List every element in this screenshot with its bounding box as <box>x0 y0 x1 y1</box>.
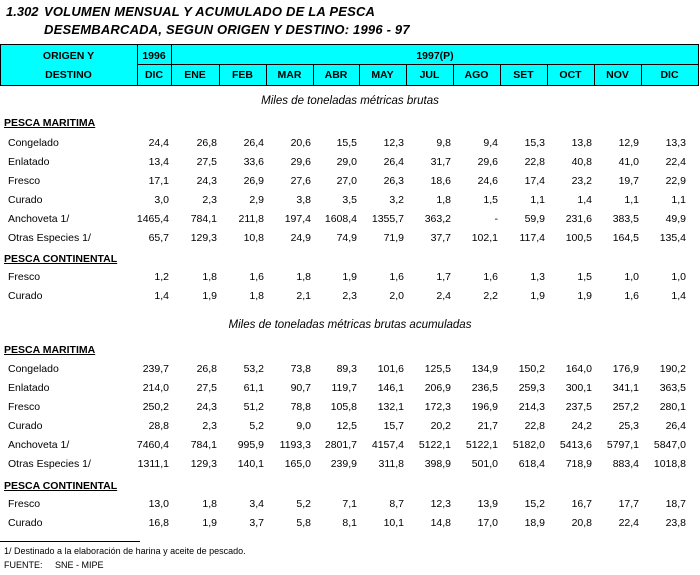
table-cell: 26,8 <box>196 363 217 375</box>
header-month-1996-dic: DIC <box>144 69 164 81</box>
table-cell: 1,6 <box>389 271 404 283</box>
table-cell: 1,6 <box>483 271 498 283</box>
table-title-line1: VOLUMEN MENSUAL Y ACUMULADO DE LA PESCA <box>44 4 376 19</box>
row-label: Anchoveta 1/ <box>8 213 70 225</box>
header-month-1997-feb: FEB <box>232 69 253 81</box>
header-origin-line1: ORIGEN Y <box>42 50 95 62</box>
table-row <box>0 401 700 420</box>
table-cell: 311,8 <box>378 458 404 470</box>
table-cell: 134,9 <box>471 363 498 375</box>
table-cell: 5,2 <box>296 498 311 510</box>
table-cell: 26,9 <box>243 175 264 187</box>
table-cell: 29,6 <box>290 156 311 168</box>
table-cell: 20,6 <box>290 137 311 149</box>
table-cell: 26,4 <box>665 420 686 432</box>
table-cell: 383,5 <box>612 213 639 225</box>
table-cell: 17,0 <box>477 517 498 529</box>
table-cell: 24,3 <box>196 175 217 187</box>
header-divider <box>137 64 699 65</box>
table-cell: 363,2 <box>424 213 451 225</box>
table-cell: 9,4 <box>483 137 498 149</box>
table-cell: 27,5 <box>196 156 217 168</box>
table-cell: 214,0 <box>142 382 169 394</box>
table-cell: 22,4 <box>618 517 639 529</box>
table-cell: 231,6 <box>565 213 592 225</box>
table-cell: 132,1 <box>377 401 404 413</box>
table-cell: 29,6 <box>477 156 498 168</box>
table-cell: 398,9 <box>424 458 451 470</box>
table-cell: 5797,1 <box>606 439 639 451</box>
row-label: Enlatado <box>8 382 50 394</box>
monthly-continental-title: PESCA CONTINENTAL <box>4 253 118 265</box>
table-row <box>0 290 700 309</box>
table-cell: 3,0 <box>154 194 169 206</box>
table-cell: 363,5 <box>659 382 686 394</box>
table-cell: 26,8 <box>196 137 217 149</box>
table-cell: 13,0 <box>148 498 169 510</box>
table-cell: 146,1 <box>377 382 404 394</box>
table-cell: 117,4 <box>519 232 545 244</box>
table-cell: 24,9 <box>290 232 311 244</box>
table-cell: 17,1 <box>148 175 169 187</box>
table-row <box>0 194 700 213</box>
table-cell: 5,2 <box>249 420 264 432</box>
table-cell: 2,0 <box>389 290 404 302</box>
table-cell: 236,5 <box>471 382 498 394</box>
table-cell: 2,9 <box>249 194 264 206</box>
table-cell: - <box>494 213 498 225</box>
header-month-1997-ago: AGO <box>464 69 489 81</box>
table-cell: 7460,4 <box>136 439 169 451</box>
table-cell: 3,4 <box>249 498 264 510</box>
table-cell: 1018,8 <box>653 458 686 470</box>
table-cell: 172,3 <box>424 401 451 413</box>
table-cell: 995,9 <box>237 439 264 451</box>
table-cell: 101,6 <box>377 363 404 375</box>
table-cell: 13,8 <box>571 137 592 149</box>
table-cell: 22,4 <box>665 156 686 168</box>
table-cell: 89,3 <box>336 363 357 375</box>
table-cell: 1,6 <box>624 290 639 302</box>
table-cell: 1,9 <box>342 271 357 283</box>
table-cell: 214,3 <box>518 401 545 413</box>
table-cell: 140,1 <box>237 458 264 470</box>
table-cell: 2,3 <box>202 194 217 206</box>
table-cell: 259,3 <box>518 382 545 394</box>
table-cell: 1,8 <box>436 194 451 206</box>
table-row <box>0 439 700 458</box>
table-cell: 2,3 <box>202 420 217 432</box>
table-cell: 1193,3 <box>279 439 311 451</box>
table-cell: 1,9 <box>530 290 545 302</box>
header-month-1997-ene: ENE <box>184 69 206 81</box>
table-cell: 1,2 <box>154 271 169 283</box>
table-cell: 5122,1 <box>418 439 451 451</box>
table-cell: 1,4 <box>577 194 592 206</box>
table-cell: 239,9 <box>330 458 357 470</box>
source-note: FUENTE: SNE - MIPE <box>4 560 104 570</box>
table-cell: 1,9 <box>577 290 592 302</box>
header-month-1997-nov: NOV <box>606 69 629 81</box>
table-cell: 15,5 <box>336 137 357 149</box>
table-cell: 25,3 <box>618 420 639 432</box>
table-cell: 9,8 <box>436 137 451 149</box>
table-cell: 211,8 <box>238 213 264 225</box>
table-cell: 28,8 <box>148 420 169 432</box>
table-cell: 1,8 <box>202 498 217 510</box>
table-cell: 51,2 <box>243 401 264 413</box>
table-cell: 13,3 <box>665 137 686 149</box>
table-cell: 7,1 <box>342 498 357 510</box>
table-cell: 125,5 <box>424 363 451 375</box>
table-cell: 250,2 <box>142 401 169 413</box>
table-cell: 1,1 <box>671 194 686 206</box>
table-cell: 197,4 <box>284 213 311 225</box>
table-cell: 29,0 <box>336 156 357 168</box>
table-cell: 12,3 <box>430 498 451 510</box>
row-label: Fresco <box>8 401 41 413</box>
table-cell: 1311,1 <box>137 458 169 470</box>
table-cell: 1,0 <box>624 271 639 283</box>
table-row <box>0 382 700 401</box>
table-cell: 71,9 <box>383 232 404 244</box>
table-cell: 26,4 <box>383 156 404 168</box>
table-cell: 237,5 <box>565 401 592 413</box>
table-cell: 16,8 <box>148 517 169 529</box>
table-cell: 5,8 <box>296 517 311 529</box>
table-cell: 53,2 <box>243 363 264 375</box>
table-cell: 23,8 <box>665 517 686 529</box>
footnote-rule <box>0 541 140 542</box>
table-cell: 20,8 <box>571 517 592 529</box>
header-origin-line2: DESTINO <box>45 69 92 81</box>
row-label: Otras Especies 1/ <box>8 232 91 244</box>
table-cell: 4157,4 <box>371 439 404 451</box>
table-cell: 13,9 <box>477 498 498 510</box>
table-row <box>0 232 700 251</box>
table-cell: 1,8 <box>296 271 311 283</box>
table-cell: 1,1 <box>624 194 639 206</box>
table-cell: 9,0 <box>296 420 311 432</box>
cumulative-maritima-title: PESCA MARITIMA <box>4 344 96 356</box>
table-cell: 1608,4 <box>324 213 357 225</box>
table-cell: 176,9 <box>612 363 639 375</box>
table-cell: 784,1 <box>190 439 217 451</box>
table-row <box>0 175 700 194</box>
table-cell: 8,7 <box>389 498 404 510</box>
table-cell: 3,2 <box>389 194 404 206</box>
table-cell: 119,7 <box>331 382 357 394</box>
table-cell: 165,0 <box>284 458 311 470</box>
table-cell: 22,9 <box>665 175 686 187</box>
table-cell: 90,7 <box>290 382 311 394</box>
table-cell: 1,7 <box>436 271 451 283</box>
table-number: 1.302 <box>6 4 39 19</box>
header-month-1997-jul: JUL <box>419 69 440 81</box>
table-cell: 718,9 <box>565 458 592 470</box>
table-cell: 27,6 <box>290 175 311 187</box>
table-cell: 26,3 <box>383 175 404 187</box>
table-cell: 27,0 <box>336 175 357 187</box>
table-cell: 65,7 <box>148 232 169 244</box>
table-cell: 129,3 <box>190 458 217 470</box>
table-cell: 37,7 <box>430 232 451 244</box>
table-cell: 280,1 <box>659 401 686 413</box>
table-cell: 3,5 <box>342 194 357 206</box>
table-cell: 10,8 <box>243 232 264 244</box>
table-cell: 31,7 <box>430 156 451 168</box>
table-cell: 1,3 <box>530 271 545 283</box>
table-cell: 150,2 <box>518 363 545 375</box>
table-cell: 3,7 <box>249 517 264 529</box>
table-cell: 3,8 <box>296 194 311 206</box>
table-cell: 164,0 <box>565 363 592 375</box>
table-cell: 102,1 <box>471 232 498 244</box>
table-row <box>0 458 700 477</box>
table-cell: 1355,7 <box>371 213 404 225</box>
table-cell: 100,5 <box>565 232 592 244</box>
table-cell: 1,0 <box>671 271 686 283</box>
table-cell: 2801,7 <box>324 439 357 451</box>
table-cell: 12,9 <box>618 137 639 149</box>
table-cell: 129,3 <box>190 232 217 244</box>
table-cell: 206,9 <box>424 382 451 394</box>
table-cell: 10,1 <box>383 517 404 529</box>
table-cell: 190,2 <box>659 363 686 375</box>
table-cell: 1,5 <box>483 194 498 206</box>
table-cell: 5847,0 <box>653 439 686 451</box>
table-cell: 5413,6 <box>559 439 592 451</box>
table-cell: 239,7 <box>142 363 169 375</box>
table-cell: 1,1 <box>530 194 545 206</box>
table-cell: 1,6 <box>249 271 264 283</box>
table-row <box>0 363 700 382</box>
cumulative-caption: Miles de toneladas métricas brutas acumuladas <box>228 319 472 331</box>
table-cell: 49,9 <box>665 213 686 225</box>
table-cell: 24,3 <box>196 401 217 413</box>
table-cell: 2,1 <box>296 290 311 302</box>
table-cell: 73,8 <box>290 363 311 375</box>
table-cell: 1,5 <box>577 271 592 283</box>
cumulative-continental-title: PESCA CONTINENTAL <box>4 480 118 492</box>
table-row <box>0 271 700 290</box>
table-cell: 8,1 <box>342 517 357 529</box>
table-cell: 135,4 <box>659 232 686 244</box>
table-cell: 5182,0 <box>512 439 545 451</box>
table-row <box>0 213 700 232</box>
table-row <box>0 156 700 175</box>
table-cell: 164,5 <box>612 232 639 244</box>
table-cell: 24,2 <box>571 420 592 432</box>
row-label: Curado <box>8 420 43 432</box>
table-cell: 5122,1 <box>465 439 498 451</box>
monthly-caption: Miles de toneladas métricas brutas <box>261 95 439 107</box>
row-label: Curado <box>8 194 43 206</box>
header-year-1996: 1996 <box>142 50 166 62</box>
table-cell: 18,6 <box>430 175 451 187</box>
row-label: Otras Especies 1/ <box>8 458 91 470</box>
table-cell: 883,4 <box>612 458 639 470</box>
table-cell: 21,7 <box>477 420 498 432</box>
table-cell: 1,4 <box>671 290 686 302</box>
table-cell: 15,3 <box>524 137 545 149</box>
table-row <box>0 420 700 439</box>
table-cell: 13,4 <box>148 156 169 168</box>
table-cell: 59,9 <box>524 213 545 225</box>
table-cell: 105,8 <box>330 401 357 413</box>
header-month-1997-abr: ABR <box>324 69 348 81</box>
table-cell: 15,2 <box>524 498 545 510</box>
table-cell: 33,6 <box>243 156 264 168</box>
table-row <box>0 517 700 536</box>
table-cell: 74,9 <box>336 232 357 244</box>
table-cell: 24,6 <box>477 175 498 187</box>
table-cell: 22,8 <box>524 156 545 168</box>
table-row <box>0 498 700 517</box>
table-cell: 22,8 <box>524 420 545 432</box>
table-cell: 16,7 <box>571 498 592 510</box>
header-month-1997-oct: OCT <box>559 69 582 81</box>
table-row <box>0 137 700 156</box>
row-label: Fresco <box>8 175 41 187</box>
row-label: Enlatado <box>8 156 50 168</box>
table-cell: 14,8 <box>430 517 451 529</box>
table-cell: 257,2 <box>612 401 639 413</box>
header-month-1997-mar: MAR <box>277 69 302 81</box>
table-cell: 19,7 <box>618 175 639 187</box>
table-cell: 1,8 <box>249 290 264 302</box>
table-cell: 501,0 <box>471 458 498 470</box>
header-year-1997: 1997(P) <box>416 50 454 62</box>
table-cell: 1,9 <box>202 290 217 302</box>
table-cell: 40,8 <box>571 156 592 168</box>
table-cell: 78,8 <box>290 401 311 413</box>
row-label: Fresco <box>8 271 41 283</box>
table-cell: 24,4 <box>148 137 169 149</box>
header-month-1997-may: MAY <box>371 69 394 81</box>
row-label: Congelado <box>8 363 59 375</box>
header-month-1997-dic: DIC <box>660 69 679 81</box>
table-cell: 196,9 <box>471 401 498 413</box>
row-label: Fresco <box>8 498 41 510</box>
table-cell: 2,4 <box>436 290 451 302</box>
table-cell: 1465,4 <box>136 213 169 225</box>
row-label: Anchoveta 1/ <box>8 439 70 451</box>
monthly-maritima-title: PESCA MARITIMA <box>4 117 96 129</box>
table-cell: 15,7 <box>383 420 404 432</box>
table-cell: 2,3 <box>342 290 357 302</box>
table-cell: 1,4 <box>154 290 169 302</box>
table-cell: 1,8 <box>202 271 217 283</box>
table-cell: 41,0 <box>618 156 639 168</box>
table-cell: 1,9 <box>202 517 217 529</box>
table-cell: 12,5 <box>336 420 357 432</box>
table-cell: 23,2 <box>571 175 592 187</box>
table-cell: 17,4 <box>524 175 545 187</box>
table-cell: 341,1 <box>612 382 639 394</box>
table-cell: 18,7 <box>665 498 686 510</box>
table-cell: 784,1 <box>190 213 217 225</box>
table-title-line2: DESEMBARCADA, SEGUN ORIGEN Y DESTINO: 1996 - 97 <box>44 22 410 37</box>
table-cell: 27,5 <box>196 382 217 394</box>
table-cell: 20,2 <box>430 420 451 432</box>
row-label: Curado <box>8 290 43 302</box>
table-cell: 12,3 <box>383 137 404 149</box>
row-label: Curado <box>8 517 43 529</box>
table-cell: 26,4 <box>243 137 264 149</box>
table-cell: 300,1 <box>565 382 592 394</box>
table-cell: 2,2 <box>483 290 498 302</box>
table-cell: 18,9 <box>524 517 545 529</box>
header-month-1997-set: SET <box>513 69 534 81</box>
row-label: Congelado <box>8 137 59 149</box>
table-cell: 17,7 <box>618 498 639 510</box>
table-cell: 618,4 <box>518 458 545 470</box>
footnote: 1/ Destinado a la elaboración de harina y aceite de pescado. <box>4 546 246 556</box>
table-cell: 61,1 <box>243 382 264 394</box>
